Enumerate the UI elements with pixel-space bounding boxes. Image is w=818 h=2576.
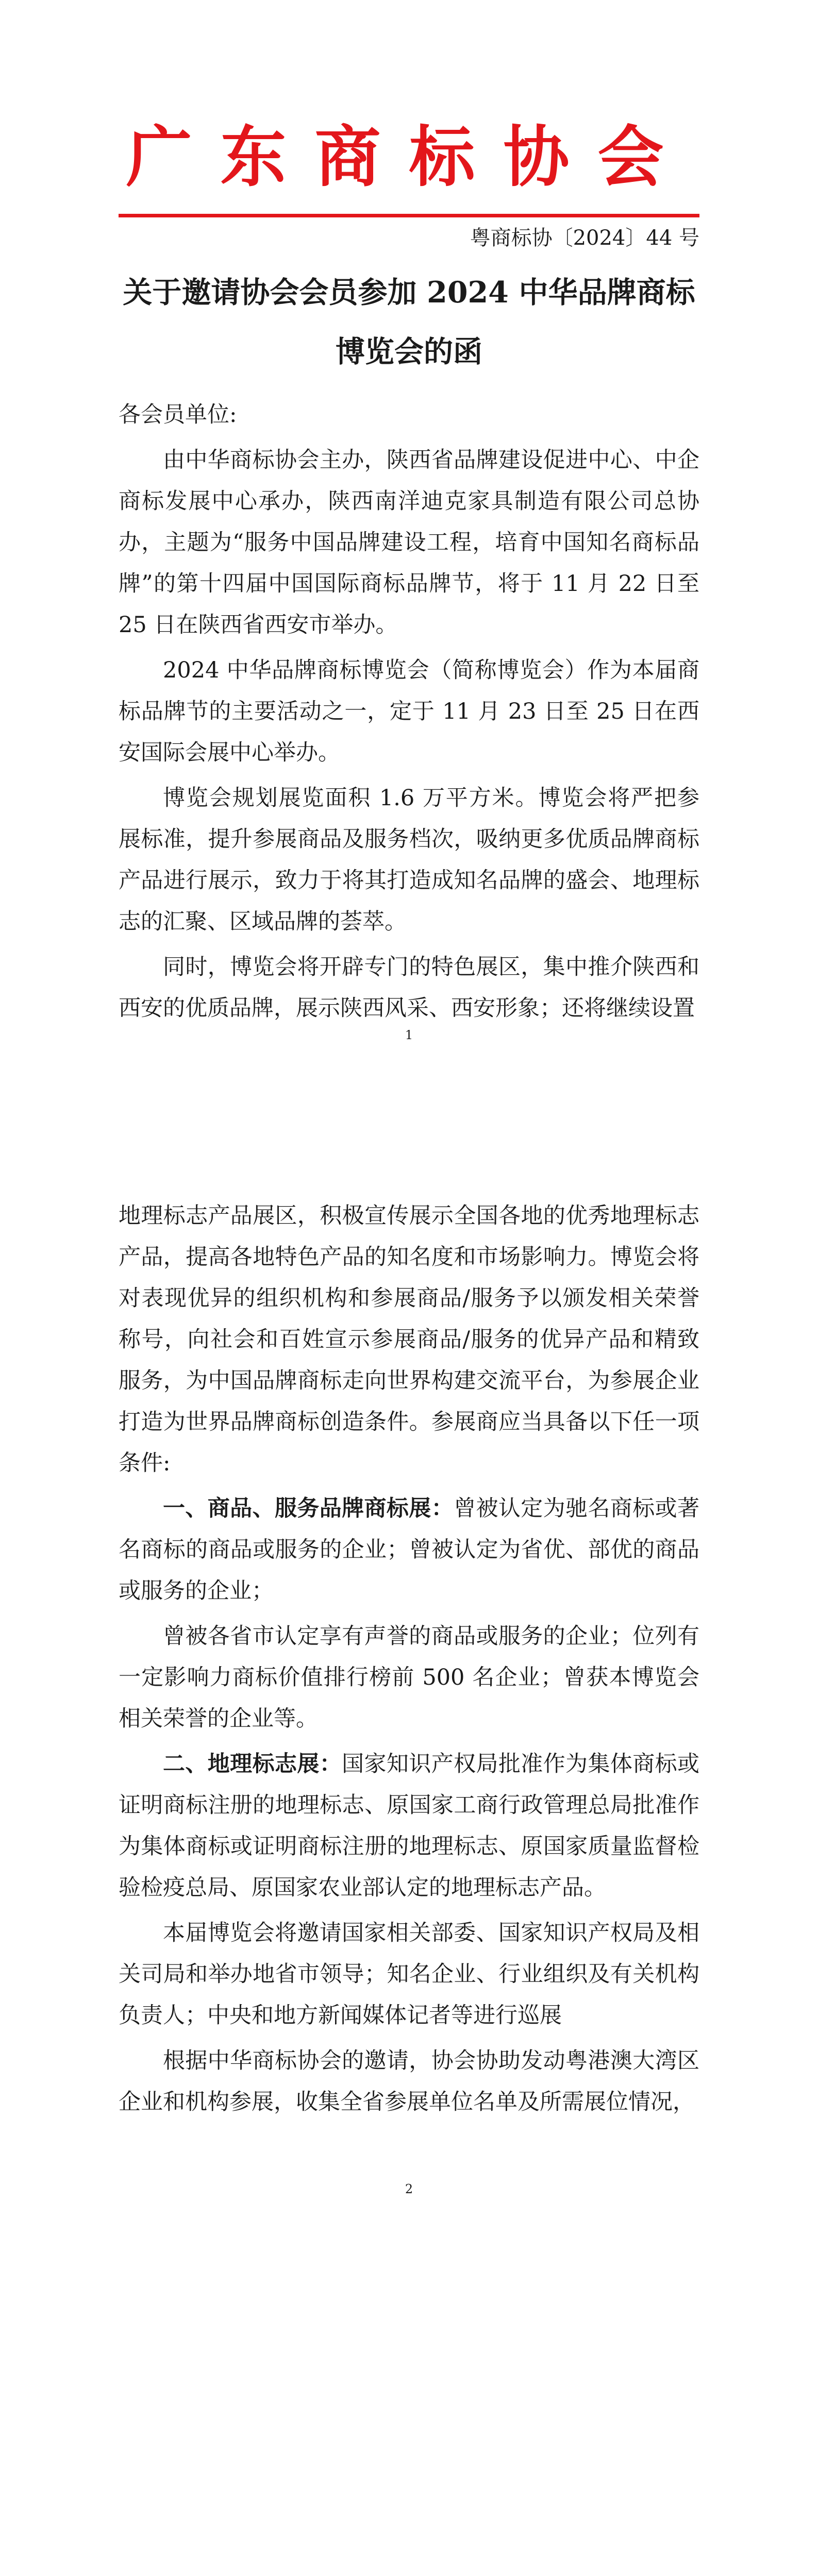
paragraph: 根据中华商标协会的邀请，协会协助发动粤港澳大湾区企业和机构参展，收集全省参展单位名单及所需展位情况， [119, 2048, 699, 2115]
title-line-2: 博览会的函 [336, 334, 482, 369]
section-heading: 二、地理标志展： [163, 1751, 342, 1777]
paragraph: 同时，博览会将开辟专门的特色展区，集中推介陕西和西安的优质品牌，展示陕西风采、西安形象；还将继续设置 [119, 954, 699, 1021]
paragraph: 地理标志产品展区，积极宣传展示全国各地的优秀地理标志产品，提高各地特色产品的知名度和市场影响力。博览会将对表现优异的组织机构和参展商品/服务予以颁发相关荣誉称号，向社会和百姓宣示参展商品/服务的优异产品和精致服务，为中国品牌商标走向世界构建交流平台，为参展企业打造为世界品牌商标创造条件。参展商应当具备以下任一项条件: [119, 1203, 699, 1476]
paragraph [119, 1743, 699, 1908]
paragraph-text: 曾被认定为驰名商标或著名商标的商品或服务的企业；曾被认定为省优、部优的商品或服务的企业； [119, 1496, 700, 1604]
section-heading: 一、商品、服务品牌商标展： [163, 1496, 454, 1521]
document-number: 粤商标协〔2024〕44 号 [470, 226, 699, 250]
document-title [119, 263, 699, 381]
paragraph: 2024 中华品牌商标博览会（简称博览会）作为本届商标品牌节的主要活动之一，定于 11 月 23 日至 25 日在西安国际会展中心举办。 [119, 657, 699, 766]
page-2 [0, 1157, 818, 2313]
page-3 [0, 2313, 818, 2576]
paragraph: 由中华商标协会主办，陕西省品牌建设促进中心、中企商标发展中心承办，陕西南洋迪克家具制造有限公司总协办，主题为“服务中国品牌建设工程，培育中国知名商标品牌”的第十四届中国国际商标品牌节，将于 11 月 22 日至 25 日在陕西省西安市举办。 [119, 447, 699, 638]
page-number: 2 [405, 2182, 413, 2196]
title-line-1: 关于邀请协会会员参加 2024 中华品牌商标 [123, 275, 695, 310]
paragraph [119, 1488, 699, 1612]
salutation: 各会员单位: [119, 402, 237, 428]
page-2-body [119, 1195, 699, 2127]
paragraph-text: 国家知识产权局批准作为集体商标或证明商标注册的地理标志、原国家工商行政管理总局批准作为集体商标或证明商标注册的地理标志、原国家质量监督检验检疫总局、原国家农业部认定的地理标志产品。 [119, 1751, 700, 1901]
page-1-body [119, 394, 699, 1033]
paragraph: 曾被各省市认定享有声誉的商品或服务的企业；位列有一定影响力商标价值排行榜前 500 名企业；曾获本博览会相关荣誉的企业等。 [119, 1623, 699, 1732]
paragraph: 本届博览会将邀请国家相关部委、国家知识产权局及相关司局和举办地省市领导；知名企业、行业组织及有关机构负责人；中央和地方新闻媒体记者等进行巡展 [119, 1920, 699, 2028]
org-letterhead-title: 广东商标协会 [126, 118, 692, 196]
letterhead-red-rule [119, 214, 699, 217]
page-1 [0, 0, 818, 1157]
paragraph: 博览会规划展览面积 1.6 万平方米。博览会将严把参展标准，提升参展商品及服务档次，吸纳更多优质品牌商标产品进行展示，致力于将其打造成知名品牌的盛会、地理标志的汇聚、区域品牌的荟萃。 [119, 785, 699, 935]
page-number: 1 [405, 1028, 413, 1042]
